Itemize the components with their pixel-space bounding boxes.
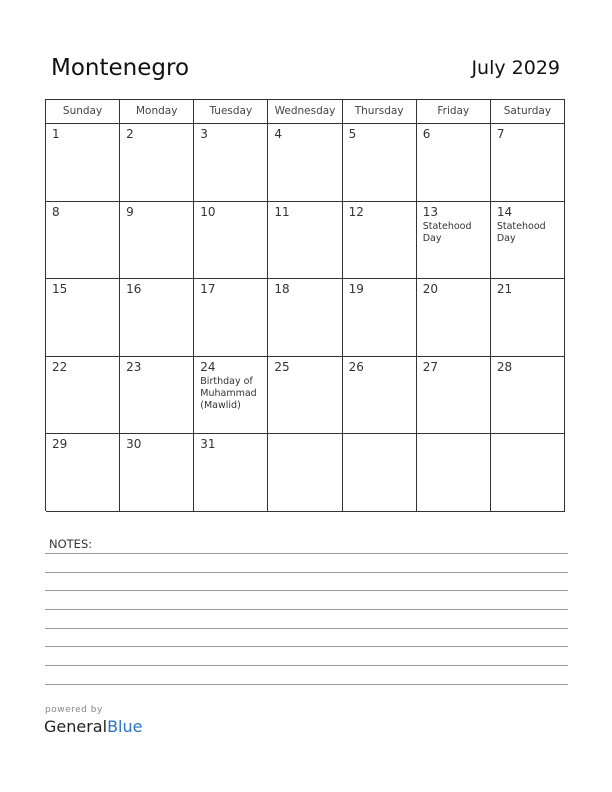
notes-label: NOTES: — [49, 537, 93, 551]
weekday-friday: Friday — [417, 100, 491, 124]
day-cell — [194, 279, 268, 357]
day-number: 6 — [422, 127, 431, 141]
day-cell — [46, 279, 120, 357]
day-number: 12 — [348, 204, 364, 219]
note-line — [45, 609, 568, 610]
day-cell — [491, 124, 565, 202]
holiday-label: Statehood Day — [422, 220, 472, 244]
day-cell — [417, 434, 491, 512]
note-line — [45, 590, 568, 591]
day-cell — [343, 279, 417, 357]
day-cell — [343, 124, 417, 202]
day-cell — [46, 202, 120, 280]
brand-logo — [44, 717, 142, 736]
week-row — [46, 202, 565, 280]
day-cell — [194, 357, 268, 435]
day-cell — [268, 202, 342, 280]
day-number: 2 — [126, 127, 134, 141]
day-number: 31 — [200, 437, 216, 452]
day-number: 27 — [422, 359, 438, 374]
day-number: 1 — [52, 127, 60, 141]
weekday-sunday: Sunday — [46, 100, 120, 124]
day-cell — [343, 202, 417, 280]
week-row — [46, 357, 565, 435]
day-number: 5 — [348, 127, 357, 141]
weekday-wednesday: Wednesday — [268, 100, 342, 124]
day-cell — [194, 434, 268, 512]
day-number: 20 — [422, 282, 438, 297]
day-cell — [194, 202, 268, 280]
day-cell — [194, 124, 268, 202]
note-line — [45, 646, 568, 647]
day-number: 13 — [422, 204, 438, 219]
day-number: 8 — [52, 204, 60, 219]
day-number: 14 — [496, 204, 513, 219]
day-cell — [46, 124, 120, 202]
day-number: 17 — [200, 282, 216, 297]
day-cell — [120, 202, 194, 280]
day-number: 3 — [200, 127, 208, 141]
weekday-thursday: Thursday — [343, 100, 417, 124]
note-line — [45, 665, 568, 666]
country-title: Montenegro — [51, 55, 190, 81]
calendar-grid — [45, 99, 565, 511]
day-number: 29 — [52, 437, 68, 452]
day-cell — [268, 357, 342, 435]
day-number: 26 — [348, 359, 364, 374]
day-number: 19 — [348, 282, 364, 297]
day-number: 9 — [126, 204, 134, 219]
day-number: 4 — [274, 127, 283, 141]
day-cell — [417, 279, 491, 357]
day-number: 30 — [126, 437, 142, 452]
week-row — [46, 434, 565, 512]
day-cell — [120, 124, 194, 202]
note-line — [45, 684, 568, 685]
brand-blue-text: Blue — [107, 717, 143, 736]
day-cell — [343, 357, 417, 435]
day-cell — [491, 434, 565, 512]
weekday-tuesday: Tuesday — [194, 100, 268, 124]
day-number: 28 — [496, 359, 513, 374]
week-row — [46, 124, 565, 202]
holiday-label: Statehood Day — [496, 220, 546, 244]
day-cell — [120, 357, 194, 435]
day-number: 16 — [126, 282, 142, 297]
note-line — [45, 553, 568, 554]
day-cell — [417, 202, 491, 280]
day-cell — [268, 124, 342, 202]
note-line — [45, 628, 568, 629]
weekday-saturday: Saturday — [491, 100, 565, 124]
weekday-header-row — [46, 100, 565, 124]
day-cell — [491, 202, 565, 280]
week-row — [46, 279, 565, 357]
day-number: 15 — [52, 282, 68, 297]
day-cell — [46, 434, 120, 512]
day-number: 24 — [200, 359, 216, 374]
day-cell — [120, 434, 194, 512]
day-cell — [343, 434, 417, 512]
day-cell — [491, 357, 565, 435]
day-number: 25 — [274, 359, 290, 374]
day-number: 23 — [126, 359, 142, 374]
brand-general-text: General — [44, 717, 108, 736]
day-cell — [268, 279, 342, 357]
day-number: 22 — [52, 359, 68, 374]
day-number: 18 — [274, 282, 290, 297]
month-title: July 2029 — [471, 57, 560, 79]
day-cell — [417, 124, 491, 202]
day-cell — [46, 357, 120, 435]
weeks-container — [46, 124, 565, 512]
day-number: 7 — [496, 127, 505, 141]
day-number: 10 — [200, 204, 216, 219]
weekday-monday: Monday — [120, 100, 194, 124]
day-number: 21 — [496, 282, 513, 297]
powered-by-text: powered by — [45, 705, 103, 715]
holiday-label: Birthday of Muhammad (Mawlid) — [200, 375, 257, 411]
day-cell — [120, 279, 194, 357]
day-cell — [491, 279, 565, 357]
note-line — [45, 572, 568, 573]
day-cell — [268, 434, 342, 512]
day-number: 11 — [274, 204, 290, 219]
day-cell — [417, 357, 491, 435]
